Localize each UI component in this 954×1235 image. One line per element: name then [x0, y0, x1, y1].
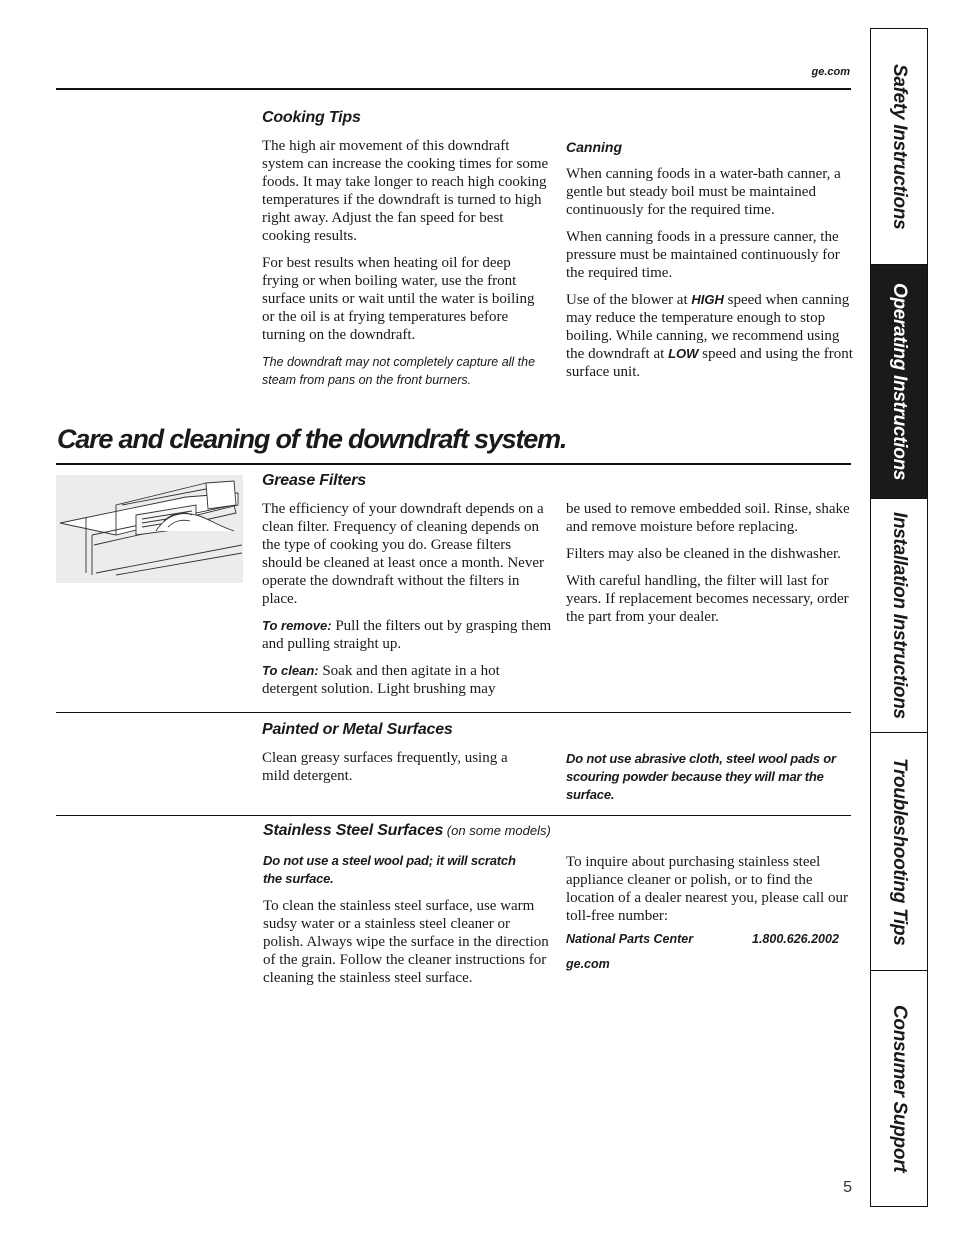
canning-paragraph-2: When canning foods in a pressure canner, the pressure must be maintained continuously for the required time.	[566, 229, 840, 281]
grease-filters-clean	[262, 662, 552, 698]
section-title: Care and cleaning of the downdraft system.	[57, 424, 567, 454]
tab-label: Operating Instructions	[889, 282, 910, 481]
section-title-rule	[56, 463, 851, 465]
tab-label: Installation Instructions	[889, 512, 910, 719]
side-tabs	[870, 28, 928, 1207]
remove-label: To remove:	[262, 618, 332, 633]
canning-heading: Canning	[566, 139, 622, 155]
high-keyword: HIGH	[691, 292, 724, 307]
national-parts-center-label: National Parts Center	[566, 932, 694, 946]
tab-safety-instructions[interactable]	[871, 29, 927, 265]
canning-paragraph-1: When canning foods in a water-bath canner, a gentle but steady boil must be maintained continuously for the required time.	[566, 166, 841, 218]
canning-p3-text-c: speed and using the front surface unit.	[566, 346, 853, 380]
grease-filters-column-2	[566, 500, 856, 635]
tab-consumer-support[interactable]	[871, 971, 927, 1206]
stainless-rule	[56, 815, 851, 816]
grease-filters-remove	[262, 617, 552, 653]
stainless-heading: Stainless Steel Surfaces	[263, 822, 444, 839]
stainless-paragraph-2: To inquire about purchasing stainless steel appliance cleaner or polish, or to find the location of a dealer nearest you, please call our toll-free number:	[566, 854, 848, 924]
clean-label: To clean:	[262, 663, 319, 678]
national-parts-center-row	[566, 932, 856, 957]
cooking-tips-paragraph-2: For best results when heating oil for deep frying or when boiling water, use the front surface units or wait until the water is boiling or the oil is at frying temperatures before turning on the downdraft.	[262, 255, 535, 343]
header-site: ge.com	[811, 66, 850, 78]
canning-p3-text-a: Use of the blower at	[566, 292, 692, 308]
grease-filters-heading: Grease Filters	[262, 472, 366, 489]
filter-removal-drawing	[56, 475, 243, 583]
page-number: 5	[843, 1179, 852, 1196]
painted-column-1	[262, 721, 522, 794]
stainless-warning: Do not use a steel wool pad; it will scratch the surface.	[263, 853, 516, 886]
cooking-tips-paragraph-1: The high air movement of this downdraft system can increase the cooking times for some foods. It may take longer to reach high cooking temperatures if the downdraft is turned to high right away. Adjust the fan speed for best cooking results.	[262, 138, 549, 244]
header-rule	[56, 88, 851, 90]
cooking-tips-note: The downdraft may not completely capture all the steam from pans on the front burners.	[262, 355, 536, 387]
tab-label: Safety Instructions	[889, 63, 910, 230]
grease-filters-col2-paragraph-2: Filters may also be cleaned in the dishwasher.	[566, 546, 841, 562]
stainless-paragraph-1: To clean the stainless steel surface, use warm sudsy water or a stainless steel cleaner or polish. Always wipe the surface in the direction of the grain. Follow the cleaner instructions for cleaning the stainless steel surface.	[263, 898, 549, 986]
grease-filters-paragraph-1: The efficiency of your downdraft depends on a clean filter. Frequency of cleaning depends on the type of cooking you do. Grease filters should be cleaned at least once a month. Never operate the downdraft without the filters in place.	[262, 501, 544, 607]
grease-filters-col2-paragraph-1: be used to remove embedded soil. Rinse, shake and remove moisture before replacing.	[566, 501, 850, 535]
painted-rule	[56, 712, 851, 713]
grease-filters-column-1	[262, 472, 552, 707]
stainless-heading-note: (on some models)	[443, 823, 551, 838]
stainless-column-1	[263, 822, 553, 996]
painted-paragraph-1: Clean greasy surfaces frequently, using a mild detergent.	[262, 750, 508, 784]
canning-column	[566, 139, 856, 390]
painted-warning: Do not use abrasive cloth, steel wool pads or scouring powder because they will mar the surface.	[566, 751, 836, 802]
stainless-heading-row	[263, 822, 553, 840]
grease-filters-col2-paragraph-3: With careful handling, the filter will last for years. If replacement becomes necessary, order the part from your dealer.	[566, 573, 849, 625]
tab-label: Consumer Support	[889, 1004, 910, 1173]
canning-p3-text-b: speed when canning may reduce the temperature enough to stop boiling. While canning, we recommend using the downdraft at	[566, 292, 850, 362]
national-parts-center-phone: 1.800.626.2002	[752, 932, 839, 946]
tab-label: Troubleshooting Tips	[889, 757, 910, 946]
stainless-column-2	[566, 853, 856, 971]
canning-paragraph-3	[566, 291, 856, 381]
remove-text: Pull the filters out by grasping them and pulling straight up.	[262, 618, 552, 652]
painted-column-2	[566, 750, 851, 813]
painted-heading: Painted or Metal Surfaces	[262, 721, 453, 738]
stainless-site-link: ge.com	[566, 957, 610, 971]
cooking-tips-heading: Cooking Tips	[262, 109, 361, 126]
tab-troubleshooting-tips[interactable]	[871, 733, 927, 971]
downdraft-filter-illustration	[56, 475, 243, 583]
low-keyword: LOW	[668, 346, 699, 361]
tab-operating-instructions[interactable]	[871, 265, 927, 499]
tab-installation-instructions[interactable]	[871, 499, 927, 733]
clean-text: Soak and then agitate in a hot detergent solution. Light brushing may	[262, 663, 500, 697]
cooking-tips-column	[262, 109, 550, 389]
